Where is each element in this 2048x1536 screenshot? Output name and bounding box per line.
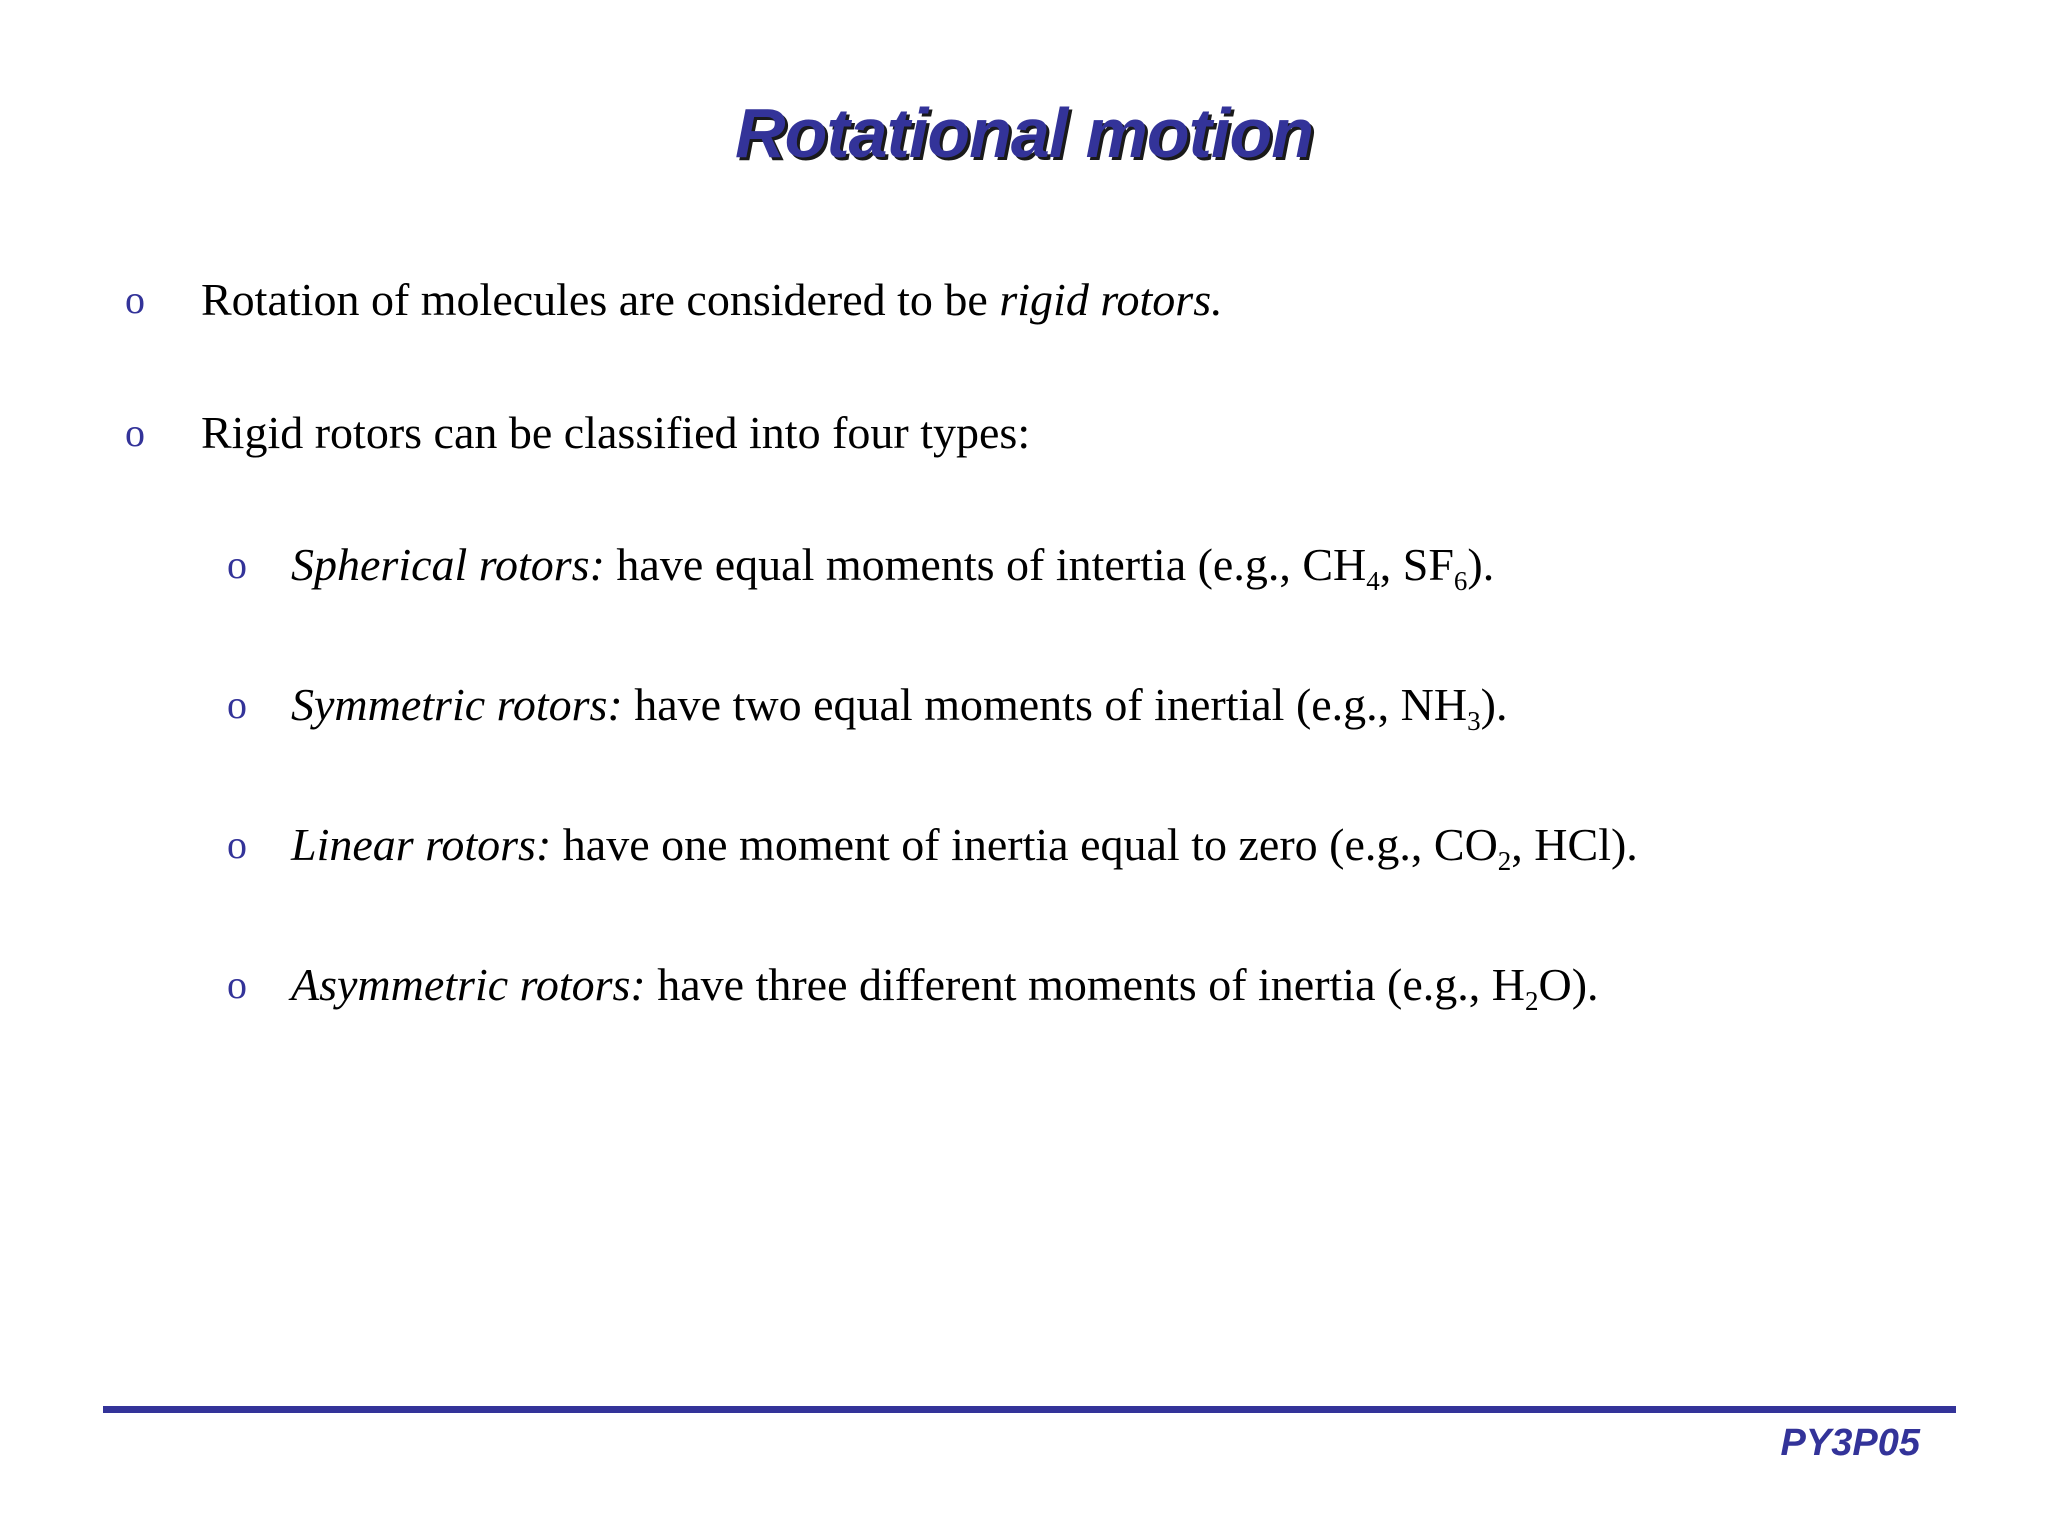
rotor-description: have three different moments of inertia (e.g., H (645, 959, 1525, 1010)
bullet-marker: o (125, 277, 145, 322)
subscript: 6 (1453, 566, 1468, 596)
subscript: 2 (1524, 986, 1539, 1016)
sub-bullet-marker: o (227, 962, 247, 1007)
sub-bullet-asymmetric-rotors (227, 955, 1599, 1016)
rotor-description: , HCl). (1511, 819, 1638, 870)
bullet-text: Rigid rotors can be classified into four types: (201, 407, 1031, 458)
rotor-term: Linear rotors: (291, 819, 552, 870)
rotor-description: O). (1538, 959, 1599, 1010)
rotor-term: Spherical rotors: (291, 539, 605, 590)
course-code: PY3P05 (1780, 1422, 1920, 1464)
bullet-classification (125, 403, 1031, 463)
rotor-term: Symmetric rotors: (291, 679, 623, 730)
bullet-marker: o (125, 410, 145, 455)
subscript: 2 (1497, 846, 1512, 876)
bullet-text: Rotation of molecules are considered to be (201, 274, 1000, 325)
sub-bullet-marker: o (227, 682, 247, 727)
sub-bullet-marker: o (227, 542, 247, 587)
rotor-description: ). (1480, 679, 1508, 730)
sub-bullet-spherical-rotors (227, 535, 1495, 596)
rotor-term: Asymmetric rotors: (291, 959, 646, 1010)
slide-title: Rotational motion (735, 94, 1313, 172)
sub-bullet-linear-rotors (227, 815, 1638, 876)
sub-bullet-marker: o (227, 822, 247, 867)
rotor-description: ). (1467, 539, 1495, 590)
rotor-description: have one moment of inertia equal to zero (e.g., CO (551, 819, 1498, 870)
footer-divider (103, 1406, 1956, 1413)
rotor-description: , SF (1379, 539, 1454, 590)
bullet-rigid-rotors (125, 270, 1223, 330)
sub-bullet-symmetric-rotors (227, 675, 1508, 736)
subscript: 3 (1467, 706, 1481, 736)
bullet-emphasis: rigid rotors. (999, 274, 1223, 325)
subscript: 4 (1366, 566, 1380, 596)
rotor-description: have equal moments of intertia (e.g., CH (604, 539, 1367, 590)
rotor-description: have two equal moments of inertial (e.g., NH (622, 679, 1468, 730)
